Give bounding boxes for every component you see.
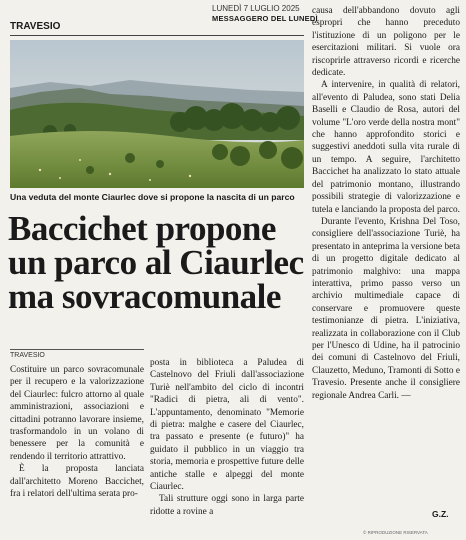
article-headline — [8, 209, 308, 316]
paragraph: È la proposta lanciata dall'architetto Moreno Baccichet, fra i relatori dell'ultima serata pro- — [10, 464, 144, 500]
copyright-notice: © RIPRODUZIONE RISERVATA — [363, 530, 428, 535]
article-photo — [10, 40, 304, 188]
section-divider — [10, 35, 304, 36]
column-divider — [10, 349, 144, 350]
paragraph: Tali strutture oggi sono in larga parte ridotte a rovine a — [150, 494, 304, 517]
headline-line-3: ma sovracomunale — [8, 277, 281, 316]
article-column-right — [312, 5, 460, 402]
article-column-middle — [150, 357, 304, 518]
paragraph: posta in biblioteca a Paludea di Castelnovo del Friuli dall'associazione Turiè nell'ambito del ciclo di incontri "Radici di pietra, ali di vento". L'appuntamento, denominato "Memorie di pietra: malghe e casere del Ciaurlec, tra passato e presente (e futuro)" ha guidato il pubblico in un viaggio tra storia, memoria e prospettive future delle antiche stalle e alpeggi del monte Ciaurlec. — [150, 358, 304, 493]
newspaper-name: MESSAGGERO DEL LUNEDÌ — [212, 14, 318, 23]
dateline-tag: TRAVESIO — [10, 352, 45, 359]
article-column-left — [10, 364, 144, 500]
paragraph: A intervenire, in qualità di relatori, all'evento di Paludea, sono stati Delia Baselli e Claudio de Rosa, autori del volume "L'oro verde della nostra mont" che hanno approfondito storici e suggestivi aneddoti sulla vita rurale di un tempo. A seguire, l'architetto Baccichet ha analizzato lo stato attuale del patrimonio montano, illustrando possibili strategie di valorizzazione e tutela e lanciando la proposta del parco. — [312, 80, 460, 215]
section-label: TRAVESIO — [10, 21, 61, 32]
paragraph: causa dell'abbandono dovuto agli espropri che hanno preceduto l'istituzione di un poligono per le esercitazioni militari. Si vuole ora riscoprirle attraverso ricordi e ricerche dedicate. — [312, 6, 460, 79]
headline-line-1: Baccichet propone — [8, 209, 276, 248]
photo-caption: Una veduta del monte Ciaurlec dove si propone la nascita di un parco — [10, 192, 295, 202]
paragraph: Costituire un parco sovracomunale per il recupero e la valorizzazione del Ciaurlec: fulcro attorno al quale amministrazioni, associazioni e cittadini potranno lavorare insieme, trasformandolo in un volano di benessere per la comunità e rendendo il territorio attrattivo. — [10, 365, 144, 462]
paragraph: Durante l'evento, Krishna Del Toso, consigliere dell'associazione Turiè, ha presentato in anteprima la versione beta di un progetto digitale dedicato al patrimonio malghivo: una mappa interattiva, primo passo verso un archivio multimediale capace di conservare e promuovere queste testimonianze di pietra. L'iniziativa, realizzata in collaborazione con il Club per l'Unesco di Udine, ha il patrocinio dei comuni di Castelnovo del Friuli, Clauzetto, Meduno, Tramonti di Sotto e Travesio. Presente anche il consigliere regionale Andrea Carli. — — [312, 216, 460, 401]
headline-line-2: un parco al Ciaurlec — [8, 243, 304, 282]
author-signature: G.Z. — [432, 509, 449, 519]
issue-date: LUNEDÌ 7 LUGLIO 2025 — [212, 4, 300, 13]
